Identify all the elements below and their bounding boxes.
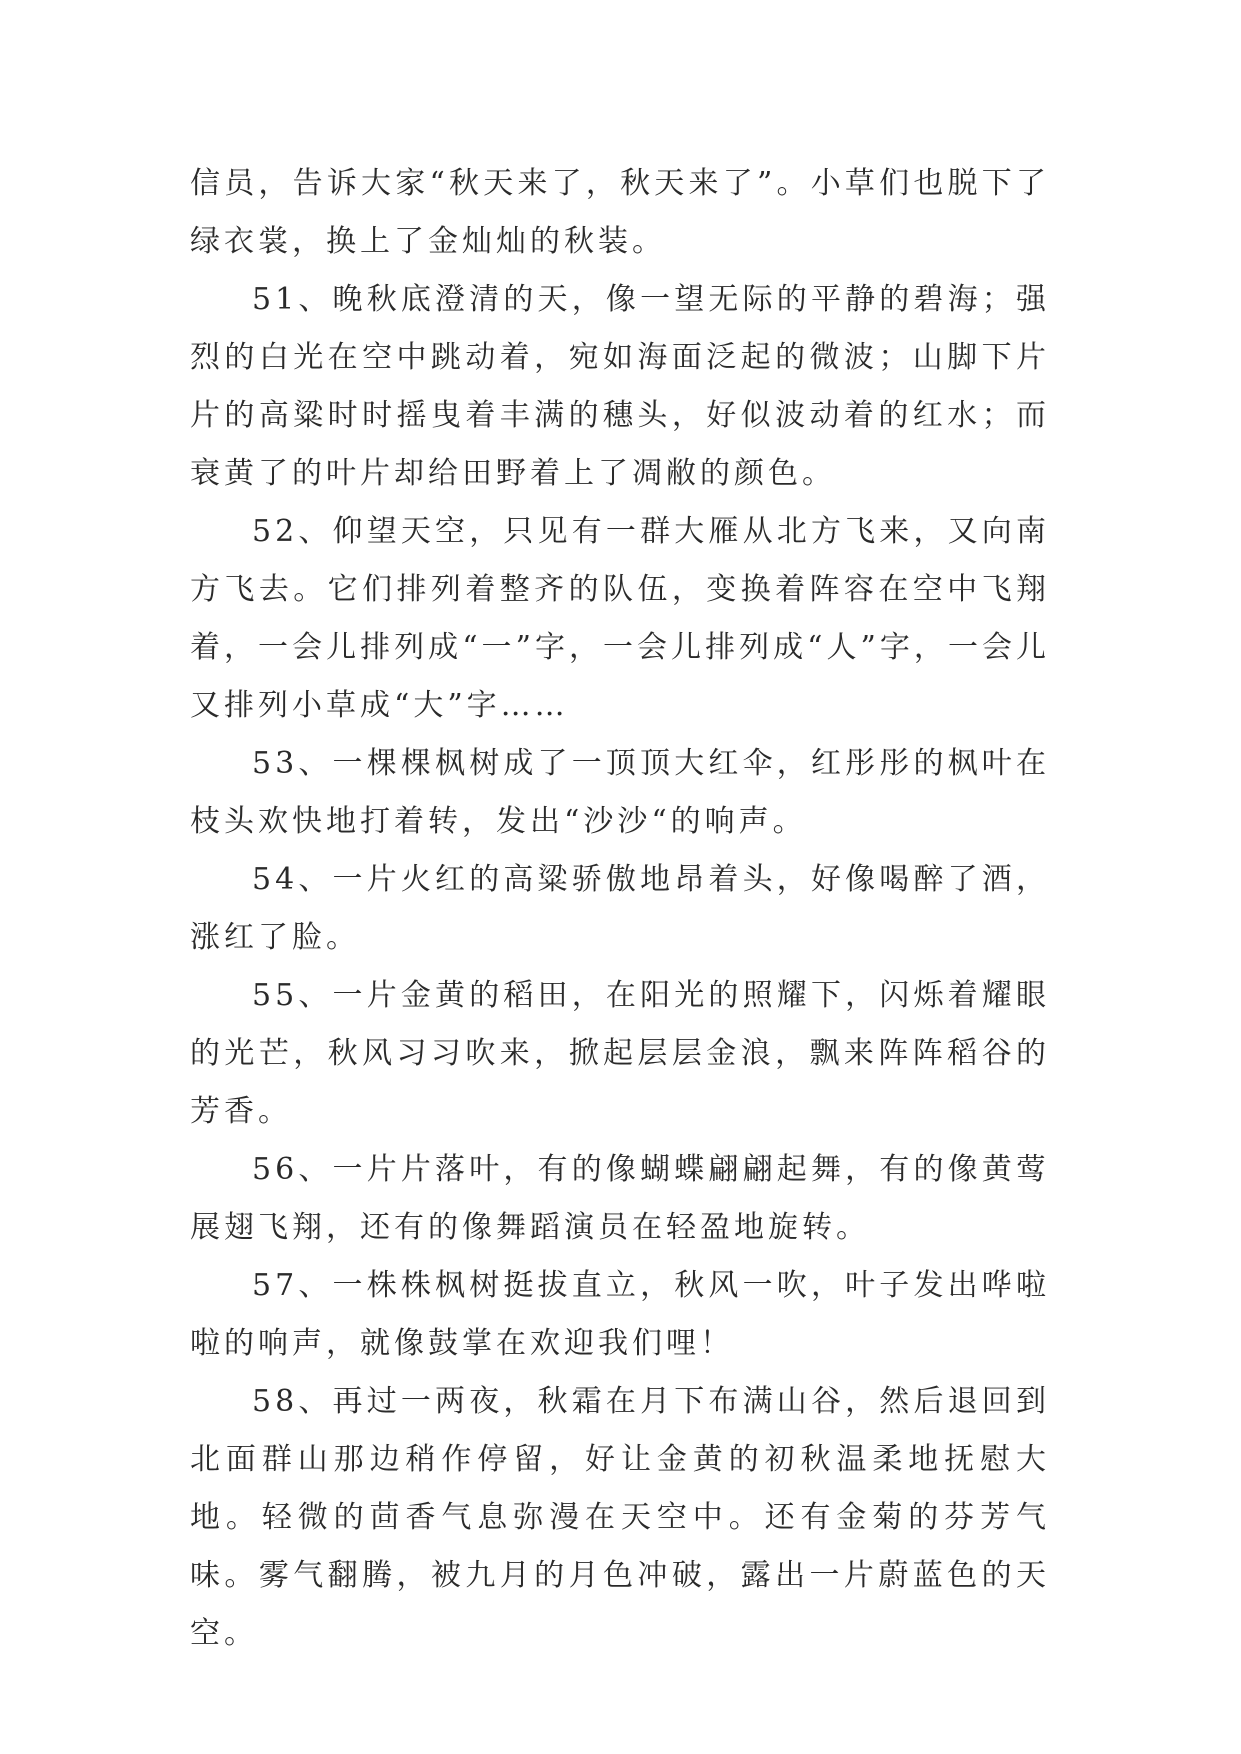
paragraph-continuation: 信员，告诉大家“秋天来了，秋天来了”。小草们也脱下了绿衣裳，换上了金灿灿的秋装。 <box>190 166 1050 259</box>
paragraph-54: 54、一片火红的高粱骄傲地昂着头，好像喝醉了酒，涨红了脸。 <box>190 862 1050 955</box>
document-body <box>190 155 1050 1663</box>
paragraph-51: 51、晚秋底澄清的天，像一望无际的平静的碧海；强烈的白光在空中跳动着，宛如海面泛起的微波；山脚下片片的高粱时时摇曳着丰满的穗头，好似波动着的红水；而衰黄了的叶片却给田野着上了凋敝的颜色。 <box>190 282 1050 491</box>
paragraph-53: 53、一棵棵枫树成了一顶顶大红伞，红彤彤的枫叶在枝头欢快地打着转，发出“沙沙“的响声。 <box>190 746 1050 839</box>
paragraph-56: 56、一片片落叶，有的像蝴蝶翩翩起舞，有的像黄莺展翅飞翔，还有的像舞蹈演员在轻盈地旋转。 <box>190 1152 1050 1245</box>
paragraph-55: 55、一片金黄的稻田，在阳光的照耀下，闪烁着耀眼的光芒，秋风习习吹来，掀起层层金浪，飘来阵阵稻谷的芳香。 <box>190 978 1050 1129</box>
paragraph-57: 57、一株株枫树挺拔直立，秋风一吹，叶子发出哗啦啦的响声，就像鼓掌在欢迎我们哩！ <box>190 1268 1050 1361</box>
paragraph-58: 58、再过一两夜，秋霜在月下布满山谷，然后退回到北面群山那边稍作停留，好让金黄的初秋温柔地抚慰大地。轻微的茴香气息弥漫在天空中。还有金菊的芬芳气味。雾气翻腾，被九月的月色冲破，露出一片蔚蓝色的天空。 <box>190 1384 1050 1651</box>
paragraph-52: 52、仰望天空，只见有一群大雁从北方飞来，又向南方飞去。它们排列着整齐的队伍，变换着阵容在空中飞翔着，一会儿排列成“一”字，一会儿排列成“人”字，一会儿又排列小草成“大”字…… <box>190 514 1050 723</box>
